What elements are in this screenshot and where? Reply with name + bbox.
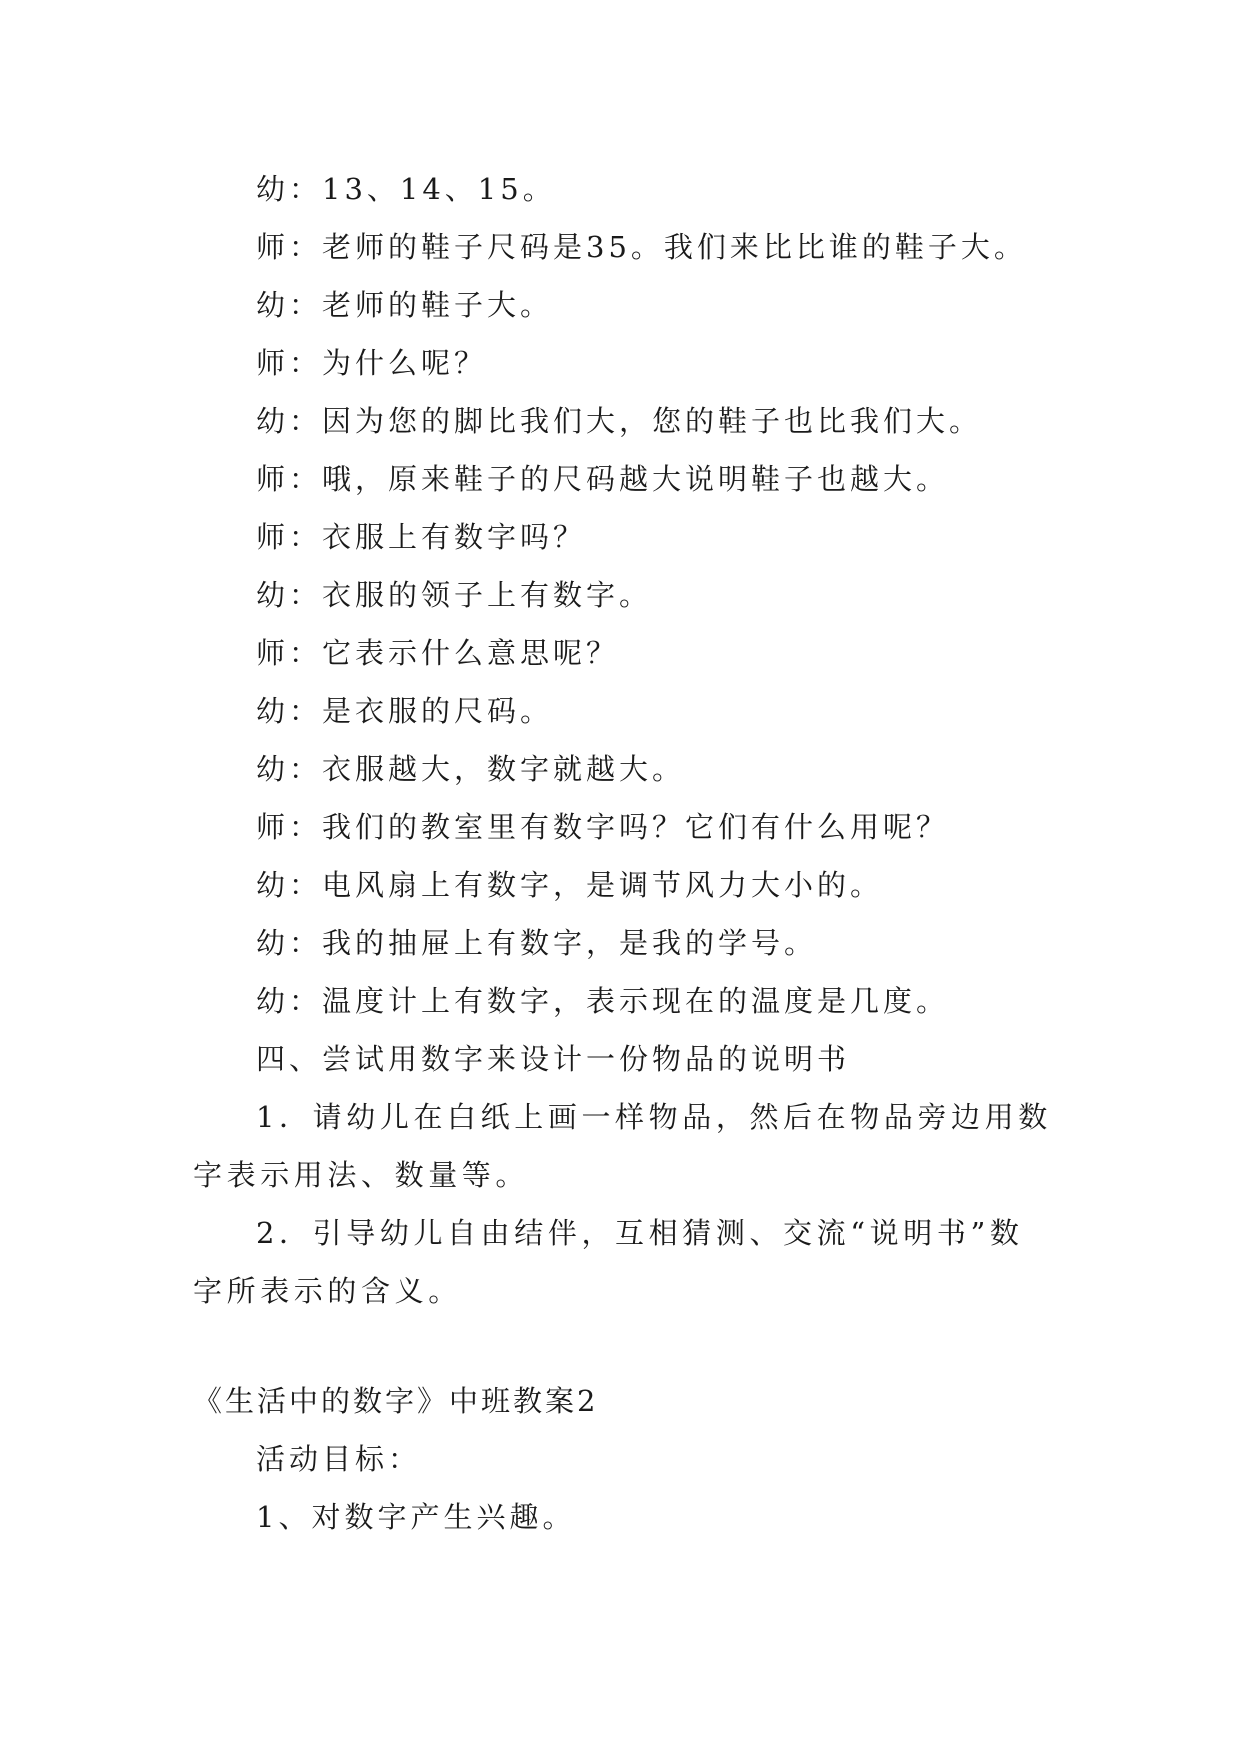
dialogue-line: 幼：老师的鞋子大。	[256, 288, 554, 322]
dialogue-line: 师：哦，原来鞋子的尺码越大说明鞋子也越大。	[256, 462, 950, 496]
dialogue-line: 幼：因为您的脚比我们大，您的鞋子也比我们大。	[256, 404, 983, 438]
step-heading: 四、尝试用数字来设计一份物品的说明书	[256, 1042, 851, 1076]
dialogue-line: 幼：是衣服的尺码。	[256, 694, 554, 728]
goals-list	[193, 1488, 1053, 1546]
dialogue-line: 幼：温度计上有数字，表示现在的温度是几度。	[256, 984, 950, 1018]
section-title: 《生活中的数字》中班教案2	[193, 1384, 599, 1418]
dialogue-line: 师：为什么呢？	[256, 346, 488, 380]
dialogue-line: 幼：13、14、15。	[256, 172, 556, 206]
dialogue-block	[193, 160, 1053, 1030]
dialogue-line: 幼：我的抽屉上有数字，是我的学号。	[256, 926, 818, 960]
goal-item: 1、对数字产生兴趣。	[256, 1500, 576, 1534]
steps-list	[193, 1088, 1053, 1320]
dialogue-line: 幼：电风扇上有数字，是调节风力大小的。	[256, 868, 884, 902]
dialogue-line: 幼：衣服越大，数字就越大。	[256, 752, 686, 786]
dialogue-line: 师：衣服上有数字吗？	[256, 520, 587, 554]
step-paragraph: 1．请幼儿在白纸上画一样物品，然后在物品旁边用数字表示用法、数量等。	[193, 1100, 1052, 1192]
dialogue-line: 师：我们的教室里有数字吗？它们有什么用呢？	[256, 810, 950, 844]
dialogue-line: 幼：衣服的领子上有数字。	[256, 578, 653, 612]
dialogue-line: 师：老师的鞋子尺码是35。我们来比比谁的鞋子大。	[256, 230, 1027, 264]
goals-heading: 活动目标：	[256, 1442, 422, 1476]
document-body	[193, 160, 1053, 1546]
step-paragraph: 2．引导幼儿自由结伴，互相猜测、交流“说明书”数字所表示的含义。	[193, 1216, 1024, 1308]
dialogue-line: 师：它表示什么意思呢？	[256, 636, 620, 670]
